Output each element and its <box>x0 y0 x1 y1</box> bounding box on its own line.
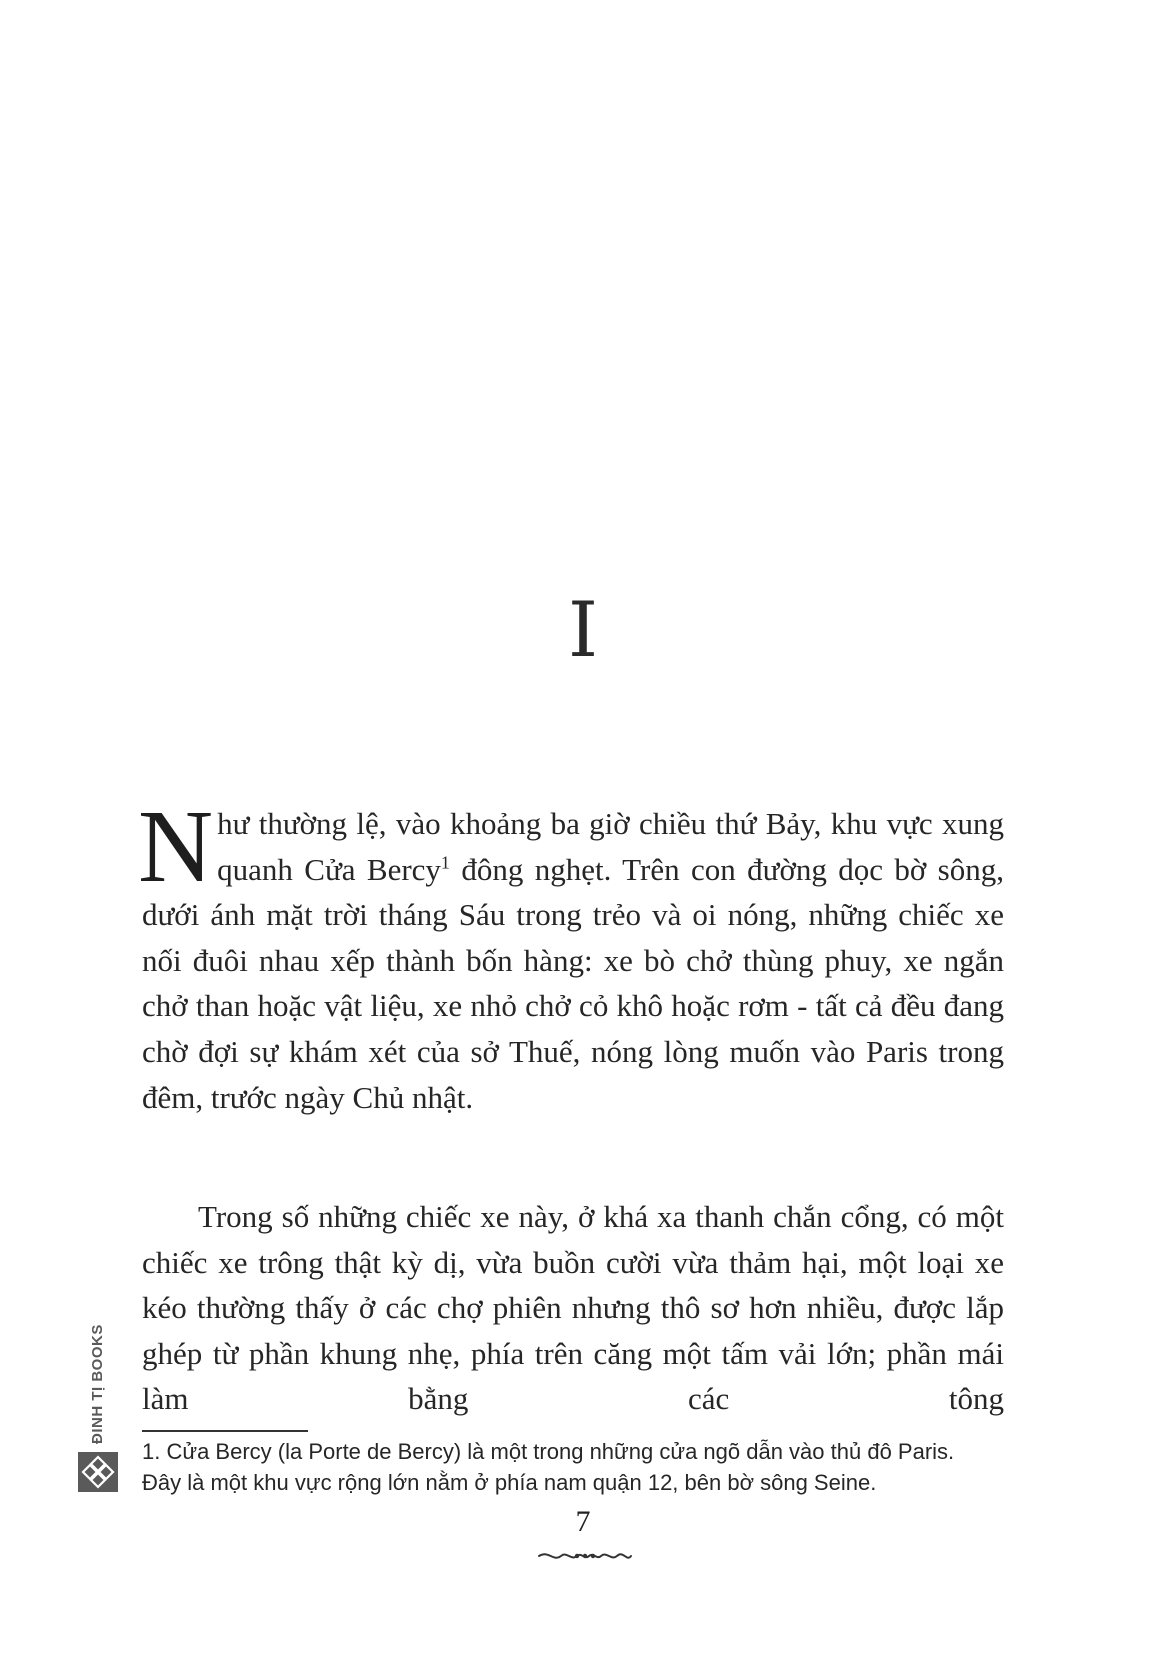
publisher-logo-icon <box>78 1452 118 1492</box>
paragraph-1 <box>138 789 1004 1120</box>
footnote-line-2: Đây là một khu vực rộng lớn nằm ở phía nam quận 12, bên bờ sông Seine. <box>142 1470 877 1495</box>
page-number: 7 <box>575 1505 591 1538</box>
publisher-name: ĐINH TỊ BOOKS <box>89 1324 106 1444</box>
paragraph-2: Trong số những chiếc xe này, ở khá xa thanh chắn cổng, có một chiếc xe trông thật kỳ dị, vừa buồn cười vừa thảm hại, một loại xe kéo thường thấy ở các chợ phiên nhưng thô sơ hơn nhiều, được lắp ghép từ phần khung nhẹ, phía trên căng một tấm vải lớn; phần mái làm bằng các tông <box>142 1199 1004 1417</box>
chapter-number: I <box>567 585 599 674</box>
page-ornament-icon <box>537 1546 633 1566</box>
paragraph-1-text-start: hư thường lệ, vào khoảng ba giờ chiều thứ Bảy, khu vực xung quanh Cửa Bercy <box>217 806 1004 887</box>
drop-cap: N <box>138 789 214 904</box>
footnote <box>142 1436 1012 1498</box>
footnote-line-1: 1. Cửa Bercy (la Porte de Bercy) là một trong những cửa ngõ dẫn vào thủ đô Paris. <box>142 1439 955 1464</box>
publisher-mark <box>78 1324 118 1492</box>
paragraph-1-text-end: đông nghẹt. Trên con đường dọc bờ sông, dưới ánh mặt trời tháng Sáu trong trẻo và oi nóng, những chiếc xe nối đuôi nhau xếp thành bốn hàng: xe bò chở thùng phuy, xe ngắn chở than hoặc vật liệu, xe nhỏ chở cỏ khô hoặc rơm - tất cả đều đang chờ đợi sự khám xét của sở Thuế, nóng lòng muốn vào Paris trong đêm, trước ngày Chủ nhật. <box>142 851 1004 1115</box>
footnote-separator <box>142 1430 308 1432</box>
footnote-reference: 1 <box>440 852 450 873</box>
